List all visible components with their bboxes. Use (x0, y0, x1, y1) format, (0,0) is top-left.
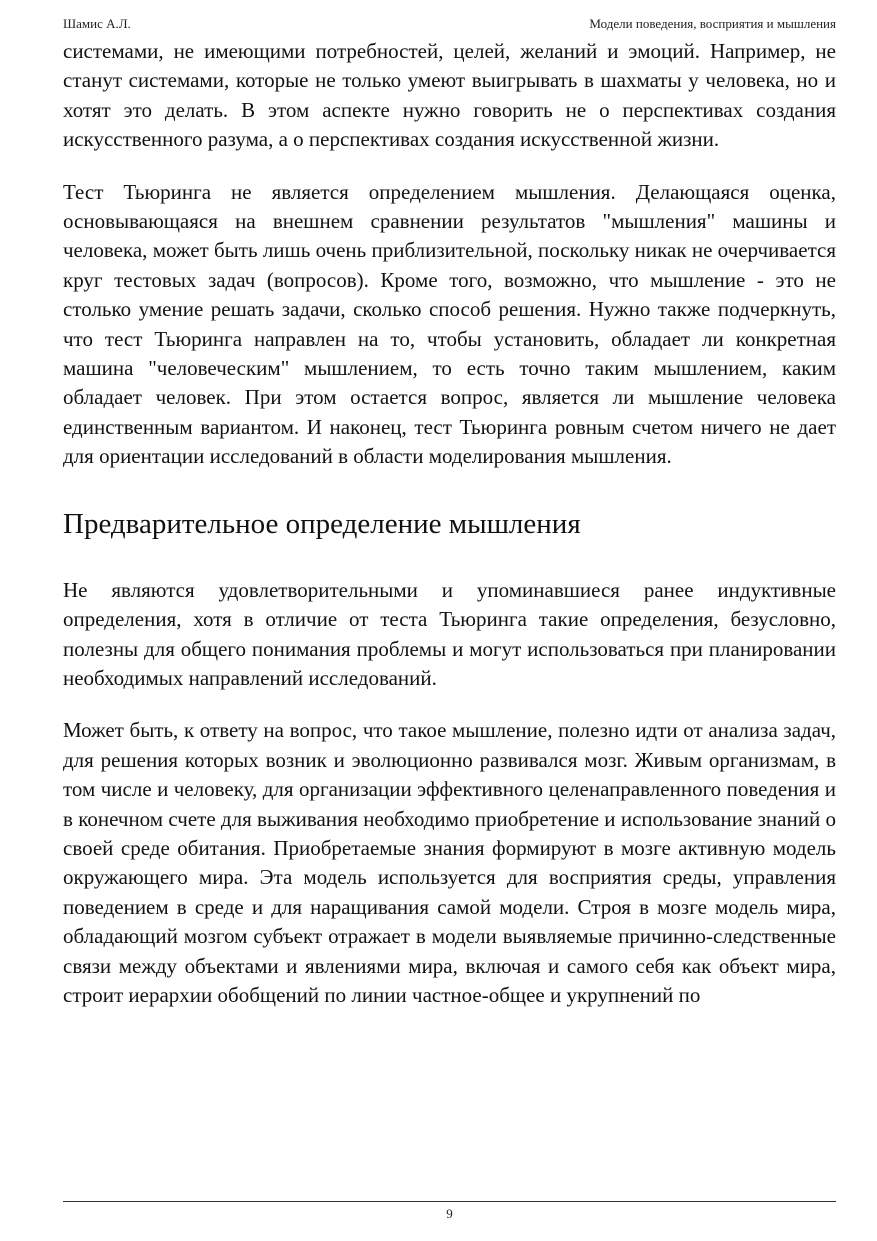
footer-divider (63, 1201, 836, 1202)
page-number: 9 (446, 1206, 453, 1221)
section-paragraph-1: Не являются удовлетворительными и упоминавшиеся ранее индуктивные определения, хотя в отличие от теста Тьюринга такие определения, безусловно, полезны для общего понимания проблемы и могут использоваться при планировании необходимых направлений исследований. (63, 577, 836, 690)
running-header (63, 14, 836, 34)
document-page (63, 0, 836, 1241)
header-book-title: Модели поведения, восприятия и мышления (589, 16, 836, 31)
section-paragraph-2: Может быть, к ответу на вопрос, что такое мышление, полезно идти от анализа задач, для решения которых возник и эволюционно развивался мозг. Живым организмам, в том числе и человеку, для организации эффективного целенаправленного поведения и в конечном счете для выживания необходимо приобретение и использование знаний о своей среде обитания. Приобретаемые знания формируют в мозге активную модель окружающего мира. Эта модель используется для восприятия среды, управления поведением в среде и для наращивания самой модели. Строя в мозге модель мира, обладающий мозгом субъект отражает в модели выявляемые причинно-следственные связи между объектами и явлениями мира, включая и самого себя как объект мира, строит иерархии обобщений по линии частное-общее и укрупнений по (63, 718, 836, 1007)
section-heading: Предварительное определение мышления (63, 507, 581, 540)
header-author: Шамис А.Л. (63, 16, 131, 31)
page-body (63, 37, 836, 1010)
body-paragraph-1: системами, не имеющими потребностей, целей, желаний и эмоций. Например, не станут системами, которые не только умеют выигрывать в шахматы у человека, но и хотят это делать. В этом аспекте нужно говорить не о перспективах создания искусственного разума, а о перспективах создания искусственной жизни. (63, 39, 836, 152)
body-paragraph-2: Тест Тьюринга не является определением мышления. Делающаяся оценка, основывающаяся на внешнем сравнении результатов "мышления" машины и человека, может быть лишь очень приблизительной, поскольку никак не очерчивается круг тестовых задач (вопросов). Кроме того, возможно, что мышление - это не столько умение решать задачи, сколько способ решения. Нужно также подчеркнуть, что тест Тьюринга направлен на то, чтобы установить, обладает ли конкретная машина "человеческим" мышлением, то есть точно таким мышлением, каким обладает человек. При этом остается вопрос, является ли мышление человека единственным вариантом. И наконец, тест Тьюринга ровным счетом ничего не дает для ориентации исследований в области моделирования мышления. (63, 179, 836, 469)
